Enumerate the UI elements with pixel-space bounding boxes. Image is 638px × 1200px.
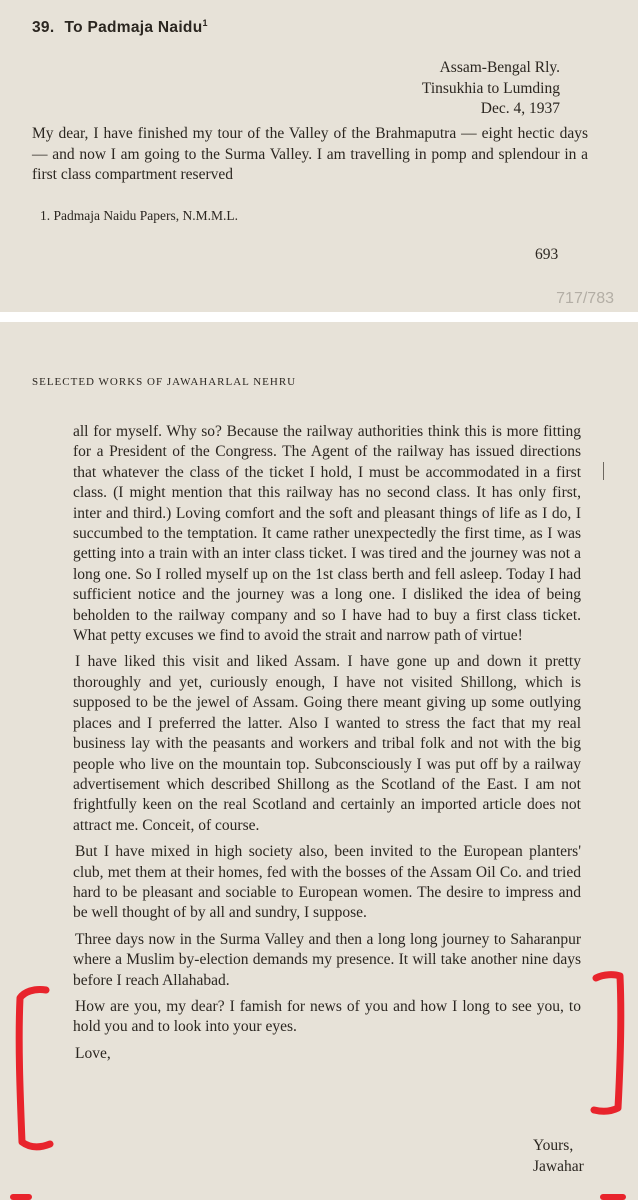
running-head: SELECTED WORKS OF JAWAHARLAL NEHRU — [32, 376, 297, 388]
signoff-name: Jawahar — [533, 1157, 584, 1175]
letter-number: 39. — [32, 19, 55, 37]
signature-block — [533, 1136, 584, 1177]
letter-body — [73, 422, 581, 1064]
letter-address — [422, 58, 560, 120]
body-paragraph: I have liked this visit and liked Assam. I have gone up and down it pretty thoroughly and yet, curiously enough, I have not visited Shillong, which is supposed to be the jewel of Assam. Going there meant giving up some outlying places and I preferred the latter. Also I wanted to stress the fact that my real business lay with the peasants and workers and tribal folk and not with the big people who live on the mountain top. Subconsciously I was put off by a railway advertisement which described Shillong as the Scotland of the East. I am not frightfully keen on the real Scotland and certainly an imported article does not attract me. Conceit, of course. — [73, 653, 581, 834]
body-paragraph: How are you, my dear? I famish for news of you and how I long to see you, to hold you and to look into your eyes. — [73, 997, 581, 1036]
footnote: 1. Padmaja Naidu Papers, N.M.M.L. — [40, 208, 238, 223]
address-line: Assam-Bengal Rly. — [439, 59, 560, 76]
signoff-yours: Yours, — [533, 1137, 574, 1154]
body-paragraph: But I have mixed in high society also, been invited to the European planters' club, met them at their homes, fed with the bosses of the Assam Oil Co. and tried hard to be pleasant and sociable to European women. The desire to impress and be well thought of by all and sundry, I suppose. — [73, 843, 581, 922]
red-mark-right — [600, 1194, 626, 1200]
footnote-mark: 1 — [202, 18, 208, 28]
closing-line: Love, — [75, 1044, 111, 1062]
letter-heading — [32, 18, 208, 37]
page-top-scan — [0, 0, 638, 312]
address-line: Tinsukhia to Lumding — [421, 79, 560, 97]
letter-title: To Padmaja Naidu — [64, 19, 203, 37]
page-bottom-scan — [0, 322, 638, 1200]
letter-opening-paragraph: My dear, I have finished my tour of the Valley of the Brahmaputra — eight hectic days — and now I am going to the Surma Valley. I am travelling in pomp and splendour in a first class compartment reserved — [32, 125, 588, 183]
margin-mark — [603, 462, 604, 480]
left-red-bracket — [6, 982, 56, 1162]
right-red-bracket — [590, 970, 630, 1130]
body-paragraph: all for myself. Why so? Because the railway authorities think this is more fitting for a President of the Congress. The Agent of the railway has issued directions that whatever the class of the ticket I hold, I must be accommodated in a first class. (I might mention that this railway has no second class. It has only first, inter and third.) Loving comfort and the soft and pleasant things of life as I do, I succumbed to the temptation. It came rather unexpectedly the first time, as I was getting into a train with an inter class ticket. I was tired and the journey was not a long one. So I rolled myself up on the 1st class berth and fell asleep. Today I had sufficient notice and the journey was a long one. I disliked the idea of being beholden to the railway company and so I have had to buy a first class ticket. What petty excuses we find to avoid the strait and narrow path of virtue! — [73, 423, 581, 645]
red-mark-left — [10, 1194, 32, 1200]
letter-date: Dec. 4, 1937 — [480, 100, 560, 117]
body-paragraph: Three days now in the Surma Valley and then a long long journey to Saharanpur where a Muslim by-election demands my presence. It will take another nine days before I reach Allahabad. — [73, 930, 581, 989]
page-counter: 717/783 — [556, 290, 614, 307]
page-number: 693 — [535, 246, 559, 263]
